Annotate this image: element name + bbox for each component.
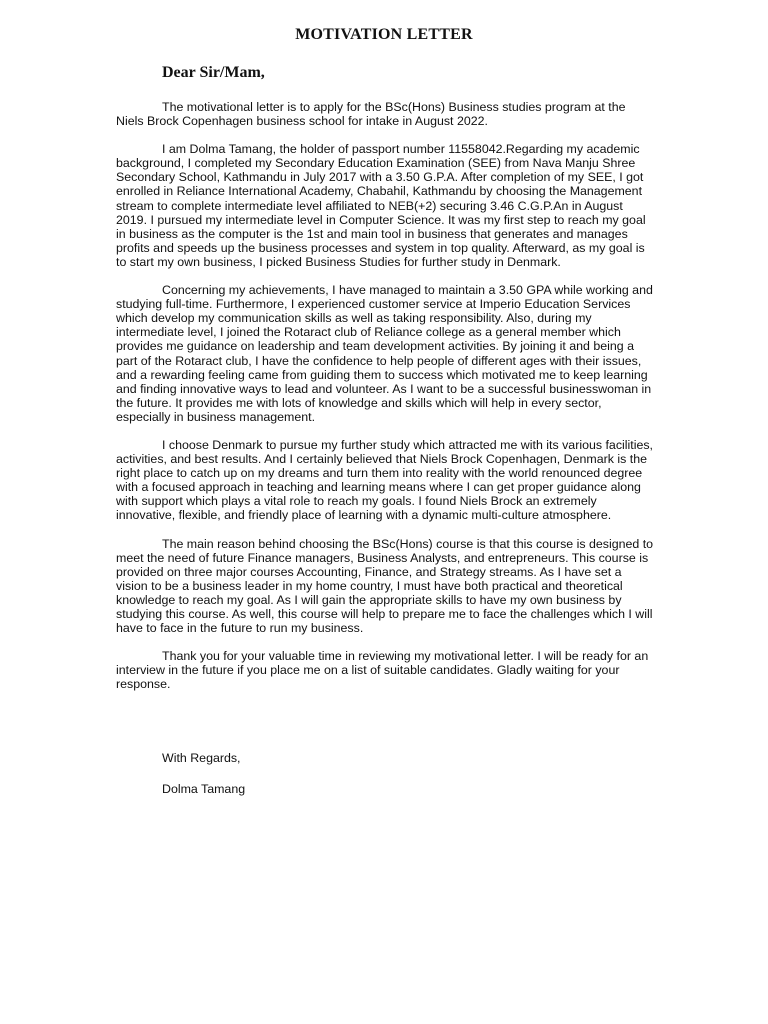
letter-title: MOTIVATION LETTER	[295, 26, 473, 43]
paragraph-intro: The motivational letter is to apply for the BSc(Hons) Business studies program at the Niels Brock Copenhagen business school for intake in August 2022.	[116, 100, 626, 129]
paragraph-academic-background: I am Dolma Tamang, the holder of passport number 11558042.Regarding my academic background, I completed my Secondary Education Examination (SEE) from Nava Manju Shree Secondary School, Kathmandu in July 2017 with a 3.50 G.P.A. After completion of my SEE, I got enrolled in Reliance International Academy, Chabahil, Kathmandu by choosing the Management stream to complete intermediate level affiliated to NEB(+2) securing 3.46 C.G.P.An in August 2019. I pursued my intermediate level in Computer Science. It was my first step to reach my goal in business as the computer is the 1st and main tool in business that generates and manages profits and speeds up the business processes and system in top quality. Afterward, as my goal is to start my own business, I picked Business Studies for further study in Denmark.	[116, 142, 646, 269]
salutation: Dear Sir/Mam,	[162, 64, 265, 81]
letter-body	[116, 100, 656, 705]
paragraph-achievements: Concerning my achievements, I have managed to maintain a 3.50 GPA while working and studying full-time. Furthermore, I experienced customer service at Imperio Education Services which develop my communication skills as well as taking responsibility. Also, during my intermediate level, I joined the Rotaract club of Reliance college as a general member which provides me guidance on leadership and team development activities. By joining it and being a part of the Rotaract club, I have the confidence to help people of different ages with their issues, and a rewarding feeling came from guiding them to success which motivated me to keep learning and finding innovative ways to lead and volunteer. As I want to be a successful businesswoman in the future. It provides me with lots of knowledge and skills which will help in every sector, especially in business management.	[116, 283, 653, 424]
paragraph-why-course: The main reason behind choosing the BSc(Hons) course is that this course is designed to meet the need of future Finance managers, Business Analysts, and entrepreneurs. This course is provided on three major courses Accounting, Finance, and Strategy streams. As I have set a vision to be a business leader in my home country, I must have both practical and theoretical knowledge to reach my goal. As I will gain the appropriate skills to have my own business by studying this course. As well, this course will help to prepare me to face the challenges which I will have to face in the future to run my business.	[116, 536, 654, 636]
signature-name: Dolma Tamang	[162, 782, 246, 796]
closing-regards: With Regards,	[162, 751, 241, 765]
paragraph-thank-you: Thank you for your valuable time in reviewing my motivational letter. I will be ready for an interview in the future if you place me on a list of suitable candidates. Gladly waiting for your response.	[116, 649, 649, 692]
paragraph-why-denmark: I choose Denmark to pursue my further study which attracted me with its various facilities, activities, and best results. And I certainly believed that Niels Brock Copenhagen, Denmark is the right place to catch up on my dreams and turn them into reality with the world renounced degree with a focused approach in teaching and learning means where I can get proper guidance along with support which plays a vital role to reach my goals. I found Niels Brock an extremely innovative, flexible, and friendly place of learning with a dynamic multi-culture atmosphere.	[116, 437, 654, 523]
